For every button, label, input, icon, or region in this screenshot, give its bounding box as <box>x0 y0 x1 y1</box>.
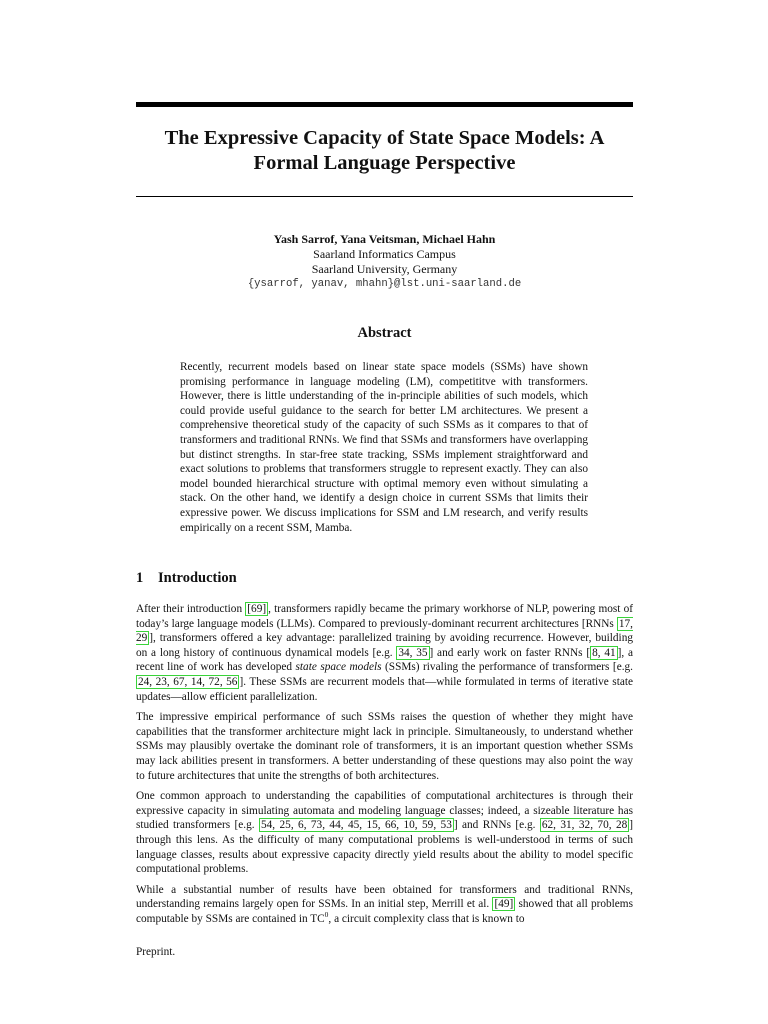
citation-link[interactable]: [49] <box>494 898 514 911</box>
paragraph-3 <box>136 789 633 877</box>
footer-note: Preprint. <box>136 946 176 958</box>
affiliation-line-1: Saarland Informatics Campus <box>313 247 456 261</box>
citation-link[interactable]: [69] <box>247 603 267 615</box>
citation-link[interactable]: 34, 35 <box>398 646 428 659</box>
introduction-body <box>136 602 633 932</box>
paragraph-4 <box>136 883 633 927</box>
text-run: ] and RNNs [e.g. <box>453 819 540 832</box>
citation-link[interactable]: 17, 29 <box>136 617 633 645</box>
paragraph-1 <box>136 602 633 704</box>
paragraph-2: The impressive empirical performance of such SSMs raises the question of whether they might have capabilities that the transformer architecture might lack in principle. Simultaneously, to understand whether SSMs may plausibly overtake the dominant role of transformers, it is an important question whether SSMs may lack abilities present in transformers. A better understanding of these questions may also point the way to future architectures that unite the strengths of both architectures. <box>136 711 633 782</box>
citation-link[interactable]: 54, 25, 6, 73, 44, 45, 15, 66, 10, 59, 53 <box>261 819 452 832</box>
title-bottom-rule <box>136 196 633 197</box>
superscript: 0 <box>324 910 329 920</box>
author-block <box>136 232 633 292</box>
abstract-text: Recently, recurrent models based on linear state space models (SSMs) have shown promising performance in language modeling (LM), competititve with transformers. However, there is little understanding of the in-principle abilities of such models, which could provide useful guidance to the search for better LM architectures. We present a comprehensive theoretical study of the capacity of such SSMs as it compares to that of transformers and traditional RNNs. We find that SSMs and transformers have overlapping but distinct strengths. In star-free state tracking, SSMs implement straightforward and exact solutions to problems that transformers struggle to represent exactly. They can also model bounded hierarchical structure with optimal memory even without simulating a stack. On the other hand, we identify a design choice in current SSMs that limits their expressive power. We discuss implications for SSM and LM research, and verify results empirically on a recent SSM, Mamba. <box>180 361 588 534</box>
citation-link[interactable]: 24, 23, 67, 14, 72, 56 <box>138 675 238 688</box>
paper-title: The Expressive Capacity of State Space Models: A Formal Language Perspective <box>164 127 605 174</box>
text-run: One common approach to understanding the capabilities of computational architectures is through their expressive capacity in simulating automata and modeling language classes; indeed, a sizeable literature has studied transformers [e.g. <box>136 790 633 832</box>
text-run: While a substantial number of results have been obtained for transformers and traditional RNNs, understanding remains largely open for SSMs. In an initial step, Merrill et al. <box>136 883 633 911</box>
text-run: showed that all problems computable by SSMs are contained in TC <box>136 898 633 925</box>
text-run: ], transformers offered a key advantage: parallelized training by avoiding recurrence. However, building on a long history of continuous dynamical models [e.g. <box>136 632 633 659</box>
abstract-heading: Abstract <box>357 325 412 341</box>
section-title: Introduction <box>158 570 237 586</box>
emphasis-text: state space models <box>295 661 382 674</box>
text-run: , a circuit complexity class that is known to <box>328 912 525 925</box>
text-run: ], a recent line of work has developed <box>136 646 633 674</box>
author-names: Yash Sarrof, Yana Veitsman, Michael Hahn <box>273 232 496 246</box>
text-run: (SSMs) rivaling the performance of transformers [e.g. <box>381 661 634 674</box>
text-run: After their introduction <box>136 603 246 615</box>
text-run: ]. These SSMs are recurrent models that—while formulated in terms of iterative state updates—allow efficient parallelization. <box>136 675 633 703</box>
text-run: , transformers rapidly became the primary workhorse of NLP, powering most of today’s large language models (LLMs). Compared to previously-dominant recurrent architectures [RNNs <box>136 603 634 630</box>
citation-link[interactable]: 62, 31, 32, 70, 28 <box>541 819 628 832</box>
section-number: 1 <box>136 570 144 586</box>
section-heading <box>136 570 237 587</box>
text-run: ] through this lens. As the difficulty of many computational problems is well-understood in terms of such language classes, results about expressive capacity directly yield results about the ability to model specific computational problems. <box>136 819 634 876</box>
citation-link[interactable]: 8, 41 <box>592 646 616 659</box>
author-email[interactable]: {ysarrof, yanav, mhahn}@lst.uni-saarland.de <box>247 278 522 290</box>
affiliation-line-2: Saarland University, Germany <box>311 262 458 276</box>
title-top-rule <box>136 102 633 107</box>
text-run: ] and early work on faster RNNs [ <box>429 646 591 659</box>
